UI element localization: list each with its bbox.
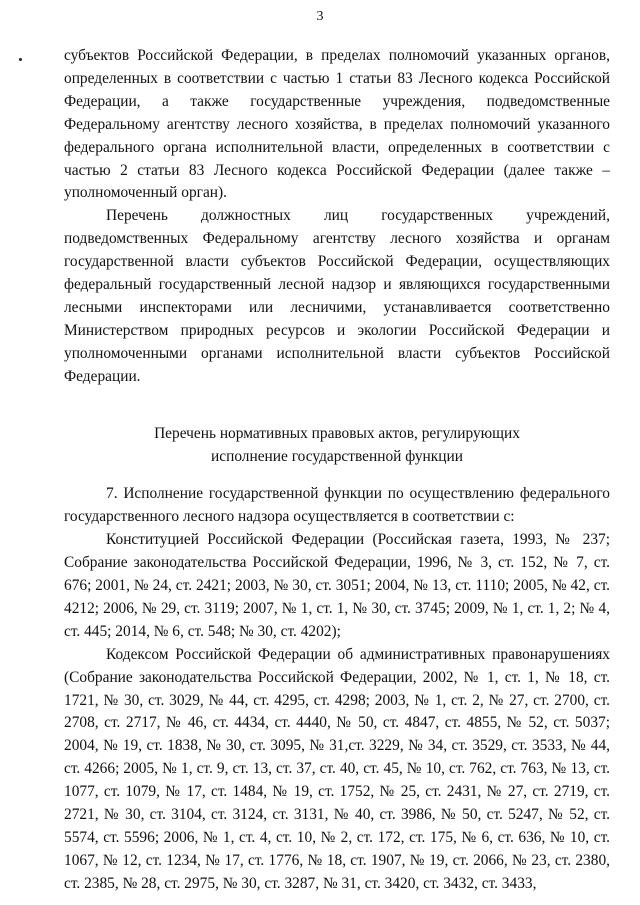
document-body <box>64 45 610 896</box>
scan-mark <box>19 58 22 61</box>
paragraph-constitution: Конституцией Российской Федерации (Российская газета, 1993, № 237; Собрание законодательства Российской Федерации, 1996, № 3, ст. 152, № 7, ст. 676; 2001, № 24, ст. 2421; 2003, № 30, ст. 3051; 2004, № 13, ст. 1110; 2005, № 42, ст. 4212; 2006, № 29, ст. 3119; 2007, № 1, ст. 1, № 30, ст. 3745; 2009, № 1, ст. 1, 2; № 4, ст. 445; 2014, № 6, ст. 548; № 30, ст. 4202); <box>64 531 610 640</box>
paragraph-admin-code: Кодексом Российской Федерации об административных правонарушениях (Собрание законодательства Российской Федерации, 2002, № 1, ст. 1, № 18, ст. 1721, № 30, ст. 3029, № 44, ст. 4295, ст. 4298; 2003, № 1, ст. 2, № 27, ст. 2700, ст. 2708, ст. 2717, № 46, ст. 4434, ст. 4440, № 50, ст. 4847, ст. 4855, № 52, ст. 5037; 2004, № 19, ст. 1838, № 30, ст. 3095, № 31,ст. 3229, № 34, ст. 3529, ст. 3533, № 44, ст. 4266; 2005, № 1, ст. 9, ст. 13, ст. 37, ст. 40, ст. 45, № 10, ст. 762, ст. 763, № 13, ст. 1077, ст. 1079, № 17, ст. 1484, № 19, ст. 1752, № 25, ст. 2431, № 27, ст. 2719, ст. 2721, № 30, ст. 3104, ст. 3124, ст. 3131, № 40, ст. 3986, № 50, ст. 5247, № 52, ст. 5574, ст. 5596; 2006, № 1, ст. 4, ст. 10, № 2, ст. 172, ст. 175, № 6, ст. 636, № 10, ст. 1067, № 12, ст. 1234, № 17, ст. 1776, № 18, ст. 1907, № 19, ст. 2066, № 23, ст. 2380, ст. 2385, № 28, ст. 2975, № 30, ст. 3287, № 31, ст. 3420, ст. 3432, ст. 3433, <box>64 645 610 892</box>
spacer <box>64 389 610 423</box>
section-heading: Перечень нормативных правовых актов, регулирующих исполнение государственной функции <box>154 424 520 465</box>
paragraph-continuation: субъектов Российской Федерации, в пределах полномочий указанных органов, определенных в соответствии с частью 1 статьи 83 Лесного кодекса Российской Федерации, а также государственные учреждения, подведомственные Федеральному агентству лесного хозяйства, в пределах полномочий указанного федерального органа исполнительной власти, определенных в соответствии с частью 2 статьи 83 Лесного кодекса Российской Федерации (далее также – уполномоченный орган). <box>64 47 610 202</box>
paragraph-item-7: 7. Исполнение государственной функции по осуществлению федерального государственного лесного надзора осуществляется в соответствии с: <box>64 485 610 526</box>
spacer <box>64 468 610 483</box>
page-number: 3 <box>316 9 324 24</box>
paragraph-officials-list: Перечень должностных лиц государственных учреждений, подведомственных Федеральному агентству лесного хозяйства и органам государственной власти субъектов Российской Федерации, осуществляющих федеральный государственный лесной надзор и являющихся государственными лесными инспекторами или лесничими, устанавливается соответственно Министерством природных ресурсов и экологии Российской Федерации и уполномоченными органами исполнительной власти субъектов Российской Федерации. <box>64 207 610 385</box>
